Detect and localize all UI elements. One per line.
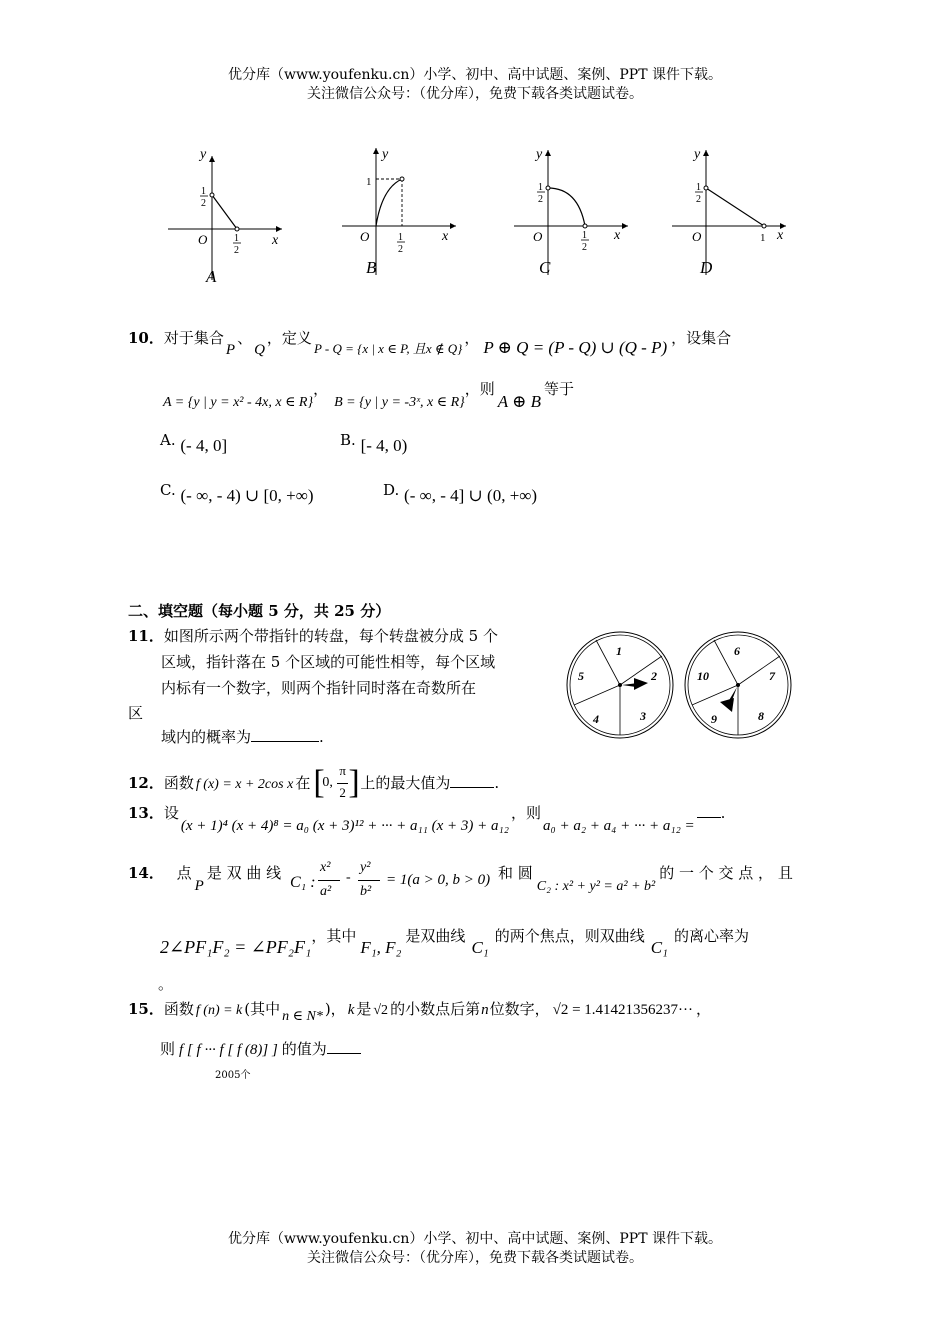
graph-a-half-y-num: 1 [201, 186, 206, 197]
q14-hyperbola: C₁ : x² a² - y² b² = 1(a > 0, b > 0) [290, 860, 491, 899]
q15-count-note: 2005个 [215, 1070, 251, 1081]
graph-d-origin: O [692, 229, 702, 244]
header-line-2: 关注微信公众号：（优分库），免费下载各类试题试卷。 [307, 86, 643, 102]
header-line-1: 优分库（www.youfenku.cn）小学、初中、高中试题、案例、PPT 课件下载。 [227, 67, 722, 83]
q12-line: 12．函数 f (x) = x + 2cos x 在 [ 0, π 2 ] 上的最大值为 . [128, 763, 499, 805]
graph-b-x-label: x [442, 229, 449, 244]
q15-line-1: 15．函数 f (n) = k (其中 n ∈ N* )， k 是 √2 的小数点后第n位数字， √2 = 1.41421356237··· ， [128, 1000, 712, 1024]
q11-line-3: 内标有一个数字，则两个指针同时落在奇数所在 [161, 679, 477, 697]
spinner-2 [685, 632, 791, 738]
q10-a-oplus-b: A ⊕ B [497, 392, 542, 411]
q13-number: 13． [128, 804, 164, 822]
graph-b-half-x-den: 2 [398, 244, 403, 255]
q11-line-1: 11．如图所示两个带指针的转盘，每个转盘被分成 5 个 [128, 627, 498, 645]
q10-option-c[interactable]: C. (- ∞, - 4) ∪ [0, +∞) [160, 481, 314, 505]
q10-line-2: A = {y | y = x² - 4x, x ∈ R}，B = {y | y = -3ˣ, x ∈ R}，则A ⊕ B等于 [163, 380, 575, 411]
q14-line-1b: 和 圆C₂ : x² + y² = a² + b²的 一 个 交 点 ， 且 [498, 864, 793, 894]
graph-a-origin: O [198, 232, 208, 247]
spinner-1-region-3: 3 [640, 709, 646, 723]
q14-circle: C₂ : x² + y² = a² + b² [536, 879, 656, 894]
q13-expansion: (x + 1)⁴ (x + 4)⁸ = a₀ (x + 3)¹² + ··· + a₁₁ (x + 3) + a₁₂ [180, 818, 509, 834]
graph-c-y-label: y [536, 147, 543, 162]
q13-sum: a₀ + a₂ + a₄ + ··· + a₁₂ = [542, 818, 695, 834]
q11-line-4: 区 [128, 704, 144, 722]
graph-d-y-label: y [694, 147, 701, 162]
q15-line-2: 则 f [ f ··· f [ f (8)] ] 的值为 [160, 1038, 361, 1059]
footer-line-2: 关注微信公众号：（优分库），免费下载各类试题试卷。 [307, 1250, 643, 1266]
spinner-2-region-8: 8 [758, 709, 764, 723]
section-2-title: 二、填空题（每小题 5 分，共 25 分） [128, 602, 391, 620]
q10-def-oplus: P ⊕ Q = (P - Q) ∪ (Q - P) [483, 338, 668, 357]
graph-a-label: A [206, 267, 217, 286]
q12-interval: [ 0, π 2 ] [313, 763, 360, 801]
q14-number: 14． [128, 864, 164, 882]
graph-d-one-label: 1 [760, 232, 766, 244]
q14-line-2: 2∠PF₁F₂ = ∠PF₂F₁，其中F₁, F₂是双曲线C₁的两个焦点，则双曲线C₁的离心率为 [160, 927, 749, 957]
q10-number: 10． [128, 329, 164, 347]
graph-c-half-x-num: 1 [582, 230, 587, 241]
q11-answer-blank[interactable] [251, 727, 319, 742]
graph-c-half-y-den: 2 [538, 194, 543, 205]
graph-a-y-label: y [200, 147, 207, 162]
q12-answer-blank[interactable] [450, 773, 494, 788]
q10-line-1: 10．对于集合P、Q，定义P - Q = {x | x ∈ P, 且x ∉ Q}， P ⊕ Q = (P - Q) ∪ (Q - P) ，设集合 [128, 329, 732, 358]
spinner-2-region-7: 7 [769, 669, 775, 683]
q14-angle: 2∠PF₁F₂ = ∠PF₂F₁ [160, 937, 312, 957]
graph-d-half-y-num: 1 [696, 182, 701, 193]
q14-line-1: 14． 点P是 双 曲 线 [128, 864, 282, 894]
graph-d-x-label: x [777, 228, 784, 243]
graph-d-half-y-den: 2 [696, 194, 701, 205]
graph-a [168, 147, 282, 286]
q11-number: 11． [128, 627, 164, 645]
graph-a-x-label: x [272, 233, 279, 248]
graph-d [672, 147, 786, 277]
q11-line-2: 区域，指针落在 5 个区域的可能性相等，每个区域 [161, 653, 496, 671]
spinner-1-region-2: 2 [651, 669, 657, 683]
spinner-1 [567, 632, 673, 738]
q15-answer-blank[interactable] [327, 1039, 361, 1054]
option-graphs [160, 140, 810, 290]
q15-number: 15． [128, 1000, 164, 1018]
footer-line-1: 优分库（www.youfenku.cn）小学、初中、高中试题、案例、PPT 课件下载。 [227, 1231, 722, 1247]
graph-c-origin: O [533, 229, 543, 244]
graph-b [342, 147, 456, 277]
graph-d-label: D [700, 258, 713, 277]
q10-set-a: A = {y | y = x² - 4x, x ∈ R} [163, 395, 314, 410]
spinner-1-region-1: 1 [616, 644, 622, 658]
graph-b-one-label: 1 [366, 176, 372, 188]
graph-a-half-x-num: 1 [234, 233, 239, 244]
graph-a-half-y-den: 2 [201, 198, 206, 209]
spinner-2-region-9: 9 [711, 712, 717, 726]
graph-c-label: C [539, 258, 551, 277]
q10-option-a[interactable]: A. (- 4, 0] [160, 431, 228, 455]
q10-option-d[interactable]: D. (- ∞, - 4] ∪ (0, +∞) [383, 481, 538, 505]
spinner-1-region-4: 4 [593, 712, 599, 726]
q14-end: 。 [158, 975, 174, 993]
q13-line: 13．设(x + 1)⁴ (x + 4)⁸ = a₀ (x + 3)¹² + ··· + a₁₁ (x + 3) + a₁₂，则a₀ + a₂ + a₄ + ··· + a₁₂ =. [128, 804, 726, 834]
spinner-2-region-6: 6 [734, 644, 740, 658]
spinner-1-region-5: 5 [578, 669, 584, 683]
q10-def-minus: P - Q = {x | x ∈ P, 且x ∉ Q} [313, 341, 463, 356]
graph-b-origin: O [360, 229, 370, 244]
graph-b-y-label: y [382, 147, 389, 162]
q10-set-b: B = {y | y = -3ˣ, x ∈ R} [334, 395, 465, 410]
graph-c-x-label: x [614, 228, 621, 243]
q10-option-b[interactable]: B. [- 4, 0) [340, 431, 408, 455]
q11-line-5: 域内的概率为 . [161, 728, 324, 746]
graph-a-half-x-den: 2 [234, 245, 239, 256]
graph-b-label: B [366, 258, 377, 277]
graph-c-half-y-num: 1 [538, 182, 543, 193]
graph-b-half-x-num: 1 [398, 232, 403, 243]
spinner-2-region-10: 10 [697, 669, 709, 683]
graph-c [514, 147, 628, 277]
q12-number: 12． [128, 774, 164, 792]
q15-nested-function: f [ f ··· f [ f (8)] ] [179, 1042, 278, 1058]
graph-c-half-x-den: 2 [582, 242, 587, 253]
q12-function: f (x) = x + 2cos x [195, 777, 294, 792]
spinners [560, 630, 800, 742]
q13-answer-blank[interactable] [697, 803, 721, 818]
